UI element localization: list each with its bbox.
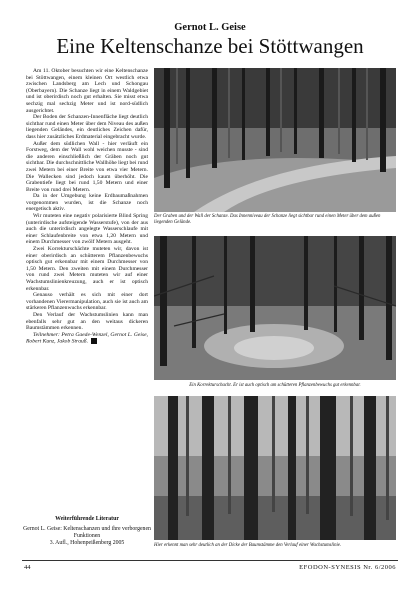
body-paragraph: Am 11. Oktober besuchten wir eine Keltenschanze bei Stöttwangen, einem kleinen Ort westlich etwa zwischen Landsberg am Lech und Schongau (Oberbayern). Die Schanze liegt in einem Waldgebiet und ist oberirdisch noch gut erhalten. Sie misst etwa sechzig mal sechzig Meter und ist nord-südlich ausgerichtet. <box>26 68 148 114</box>
body-paragraph: Zwei Korrekturschächte muteten wir, davon ist einer oberirdisch an schütterem Pflanzenbewuchs optisch gut erkennbar mit einem Durchmesser von 1,50 Metern. Den zweiten mit einem Durchmesser von rund zwei Metern muteten wir auf einer Wachstumslinienkreuzung, auch er ist optisch erkennbar. <box>26 246 148 292</box>
article-title: Eine Keltenschanze bei Stöttwangen <box>56 34 364 58</box>
article-body <box>26 68 148 345</box>
page-footer <box>22 560 398 573</box>
body-paragraph: Den Verlauf der Wachstumslinien kann man ebenfalls sehr gut an den weitaus dickeren Baumstämmen erkennen. <box>26 311 148 332</box>
photo-ditch-and-wall <box>154 68 396 212</box>
photo-growth-line <box>154 396 396 540</box>
body-paragraph: Außer dem südlichen Wall - hier verläuft ein Forstweg, dem der Wall wohl weichen musste - sind die anderen einschließlich der Gräben noch gut sichtbar. Die durchschnittliche Wallhöhe liegt bei rund zwei Metern bei einer Breite von etwa vier Metern. Die Wallecken sind jedoch kaum überhöht. Die Grabentiefe liegt bei rund 1,50 Metern und einer Breite von rund drei Metern. <box>26 140 149 193</box>
body-paragraph: Da in der Umgebung keine Erdbaumaßnahmen vorgenommen wurden, ist die Schanze noch energetisch aktiv. <box>26 193 148 213</box>
body-paragraph: Wir muteten eine negativ polarisierte Blind Spring (unterirdische aufsteigende Wasserstufe), von der aus auch die unterirdisch angelegte Wasserschlaufe mit einer Schlaufenbreite von etwa 1,20 Metern und einem Durchmesser von zwölf Metern ausgeht. <box>26 213 148 246</box>
end-of-article-mark <box>91 338 97 344</box>
photo-correction-shaft <box>154 236 396 380</box>
further-reading-line: 3. Aufl., Hohenpeißenberg 2005 <box>49 540 125 546</box>
body-paragraph: Der Boden der Schanzen-Innenfläche liegt deutlich sichtbar rund einen Meter über dem Niveau des außen liegenden Geländes, ein deutliches Zeichen dafür, dass hier zusätzliches Erdmaterial eingebracht wurde. <box>26 114 148 140</box>
further-reading-line: Gernot L. Geise: Keltenschanzen und ihre verborgenen Funktionen <box>23 526 151 539</box>
photo-caption: Hier erkennt man sehr deutlich an der Dicke der Baumstämme den Verlauf einer Wachstumslinie. <box>154 543 342 548</box>
body-paragraph: Genauso verhält es sich mit einer dort vorhandenen Vierermanipulation, auch sie ist auch am stärkeren Pflanzenwuchs erkennbar. <box>26 292 148 312</box>
further-reading-heading: Weiterführende Literatur <box>55 516 119 522</box>
further-reading <box>22 516 152 547</box>
journal-issue: EFODON-SYNESIS Nr. 6/2006 <box>299 564 396 571</box>
participants-text: Teilnehmer: Petra Gaede-Wenzel, Gernot L. Geise, Robert Kunz, Jakob Strauß. <box>26 331 148 345</box>
participants-note <box>26 332 148 345</box>
page-number: 44 <box>24 564 31 571</box>
photo-caption: Der Graben und der Wall der Schanze. Das Innenniveau der Schanze liegt sichtbar rund einen Meter über dem außen liegenden Gelände. <box>154 214 381 225</box>
article-author: Gernot L. Geise <box>174 22 246 33</box>
photo-caption: Ein Korrekturschacht. Er ist auch optisch am schütteren Pflanzenbewuchs gut erkennbar. <box>189 383 361 388</box>
